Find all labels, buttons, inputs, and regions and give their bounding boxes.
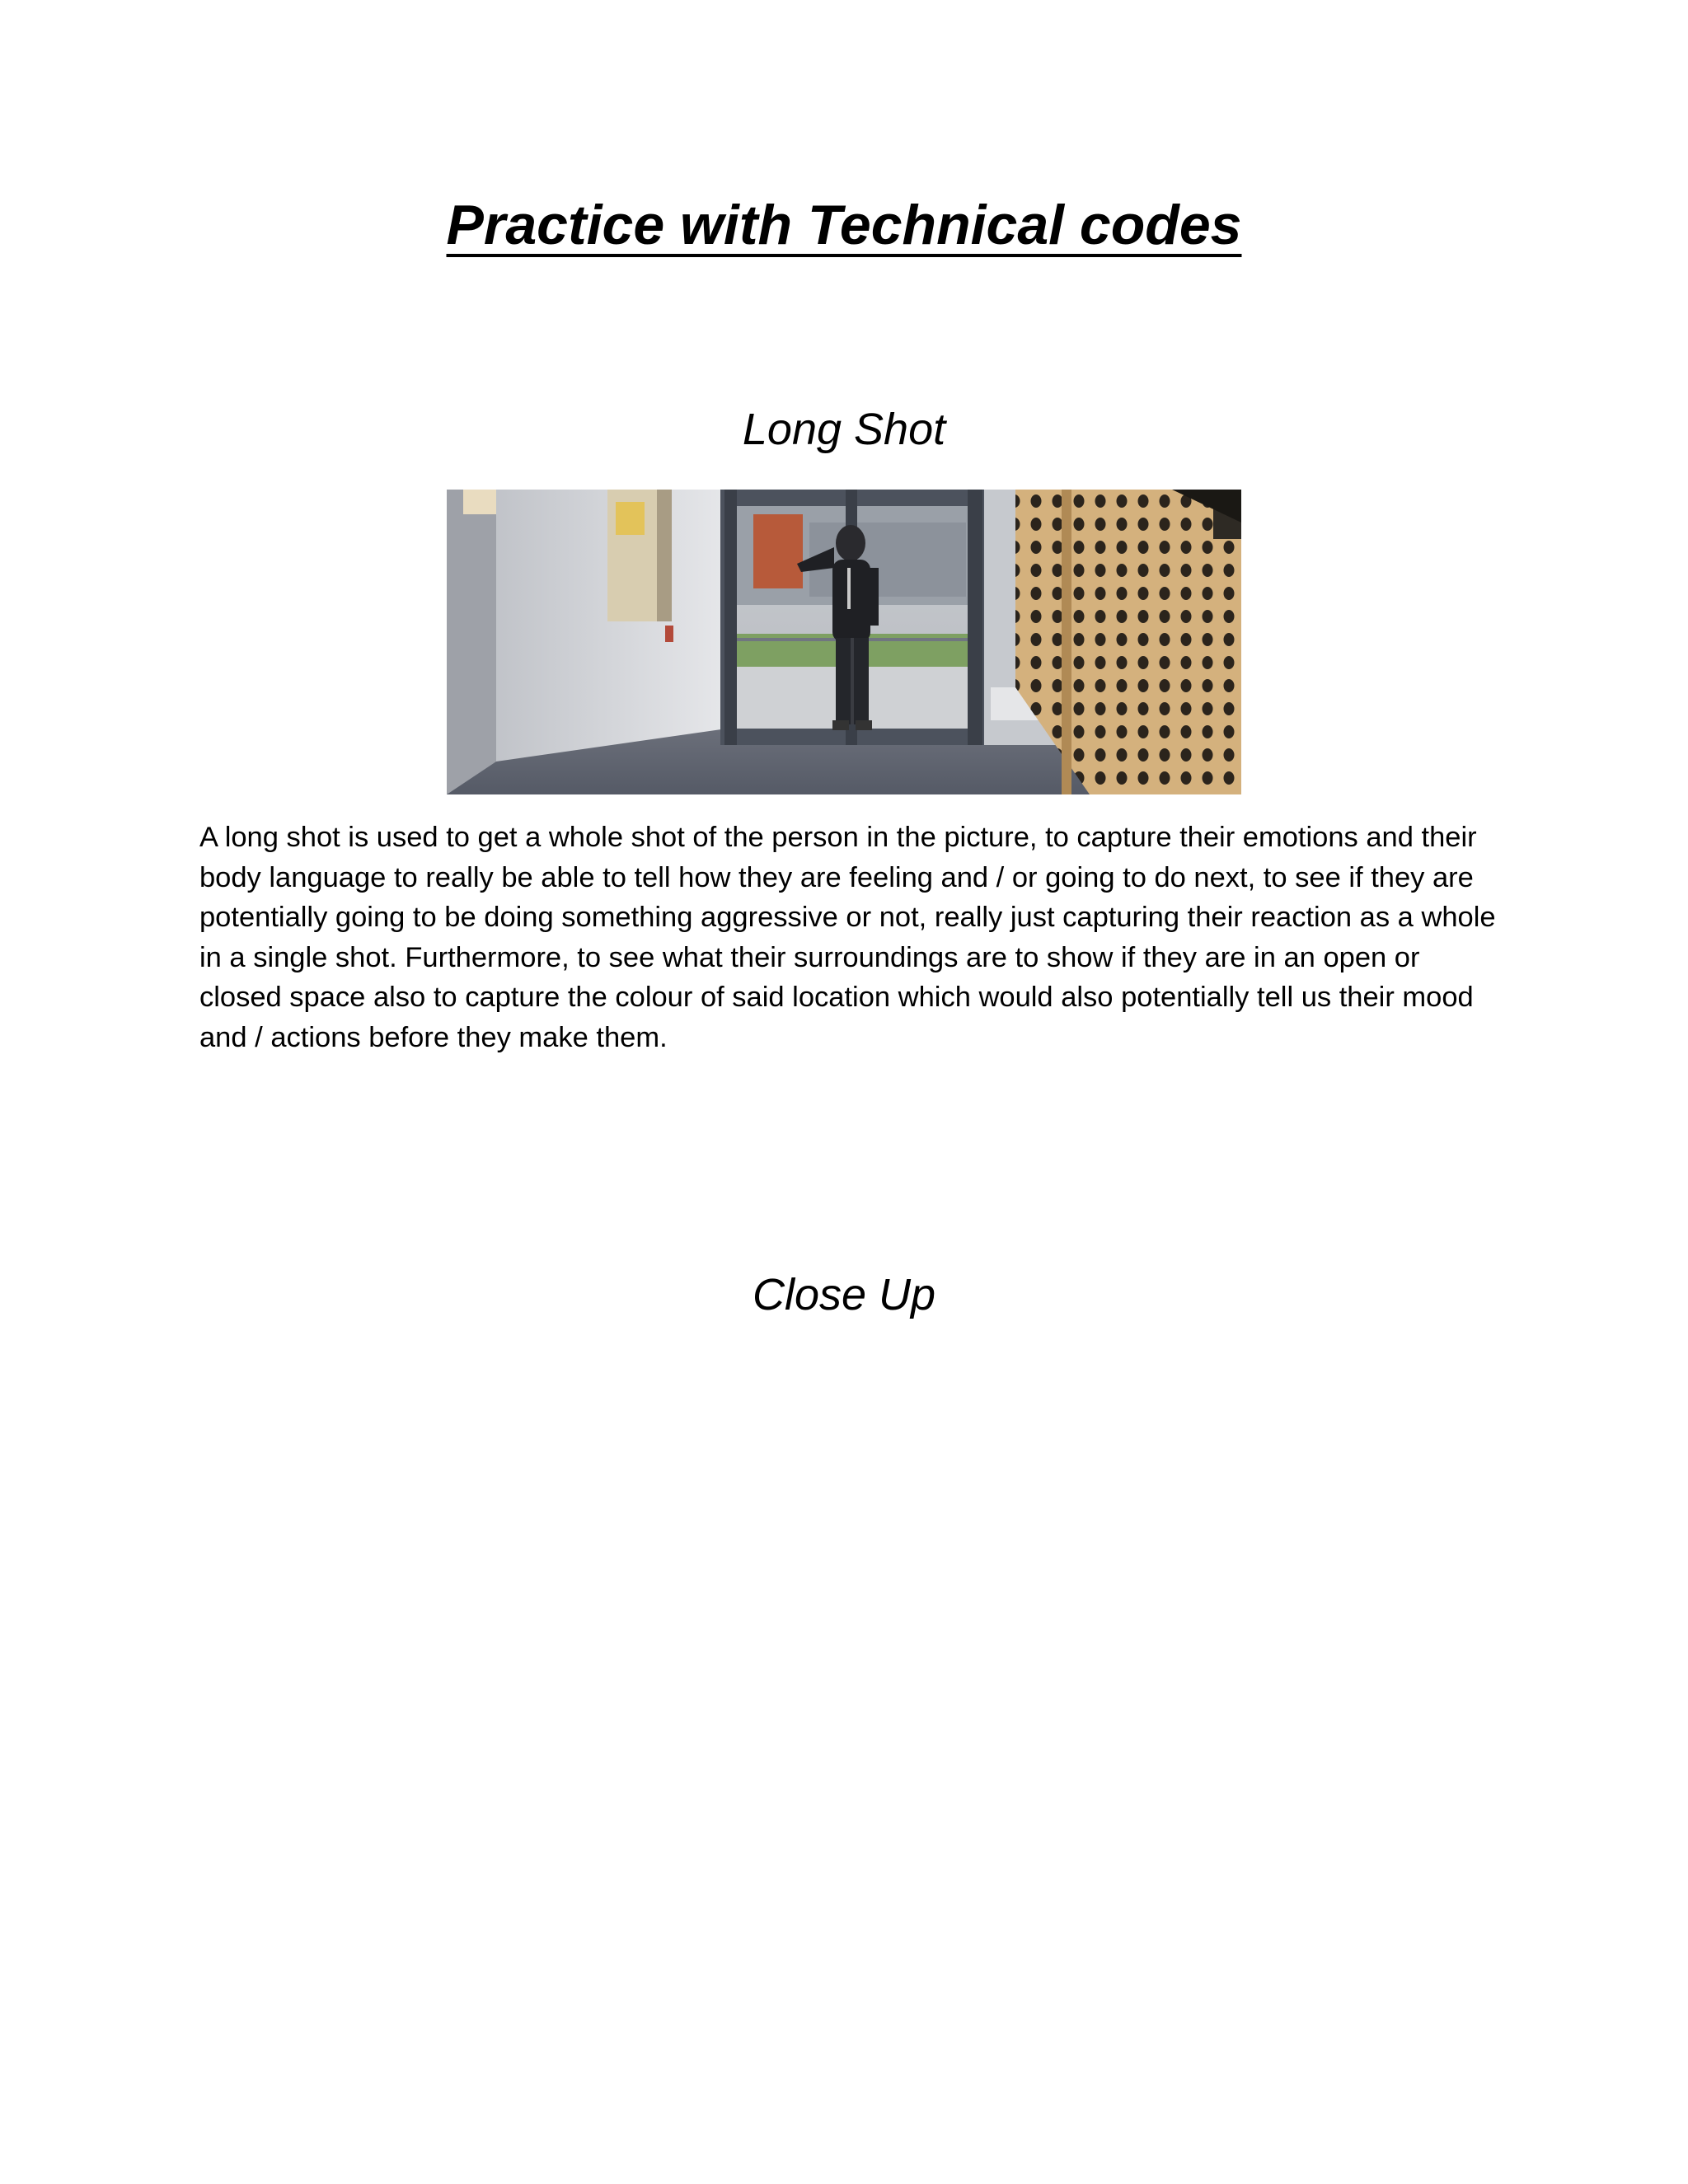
long-shot-photo xyxy=(447,490,1241,794)
section-heading-long-shot: Long Shot xyxy=(742,405,946,454)
long-shot-description: A long shot is used to get a whole shot of the person in the picture, to capture their emotions and their body language to really be able to tell how they are feeling and / or going to do next, to see if they are potentially going to be doing something aggressive or not, really just capturing their reaction as a whole in a single shot. Furthermore, to see what their surroundings are to show if they are in an open or closed space also to capture the colour of said location which would also potentially tell us their mood and / actions before they make them. xyxy=(199,822,1496,1053)
section-heading-close-up: Close Up xyxy=(752,1270,936,1319)
document-title: Practice with Technical codes xyxy=(446,194,1242,256)
